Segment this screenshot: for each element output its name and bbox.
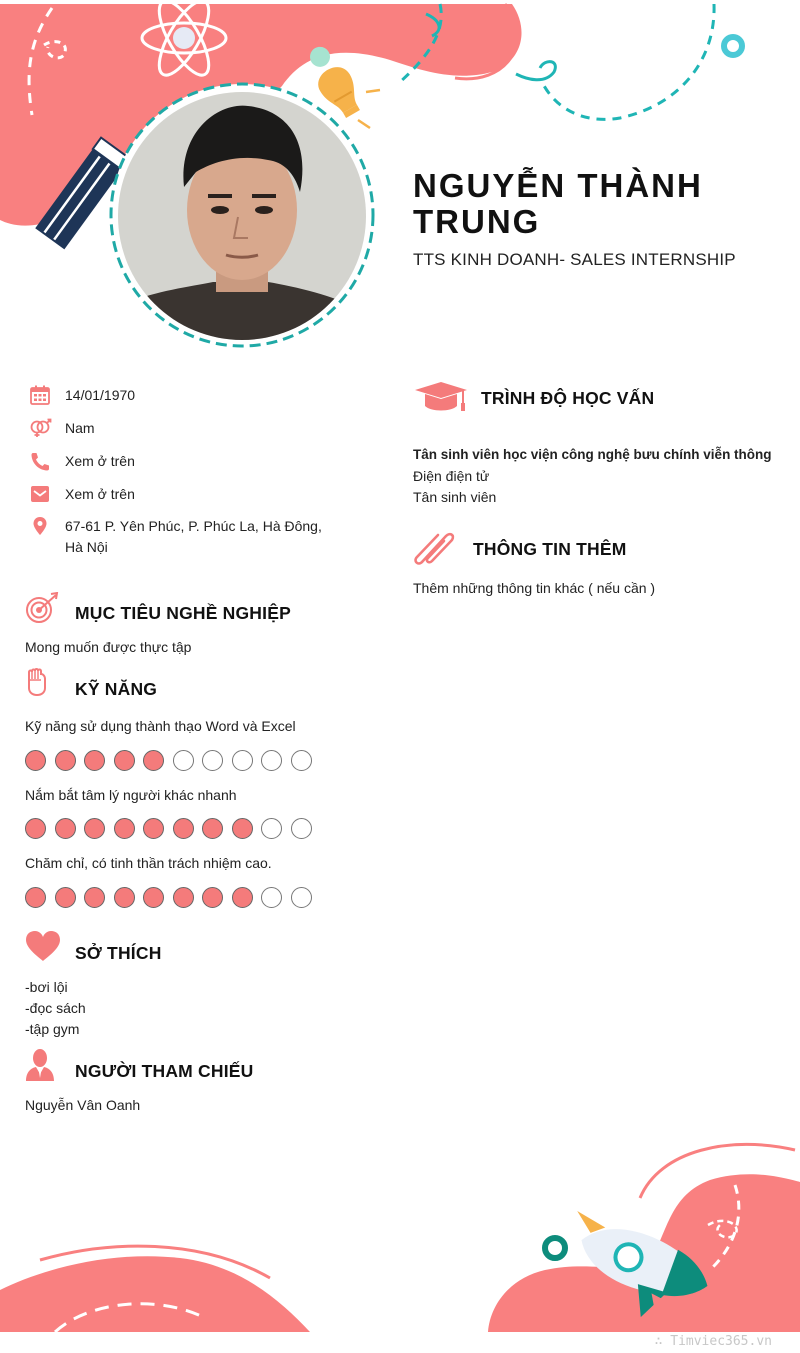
skill-rating-3 — [25, 887, 320, 908]
candidate-name: NGUYỄN THÀNH TRUNG — [413, 167, 703, 240]
skills-title: KỸ NĂNG — [75, 679, 158, 699]
applied-position: TTS KINH DOANH- SALES INTERNSHIP — [413, 250, 736, 269]
rating-dot-empty — [291, 818, 312, 839]
rating-dot-empty — [173, 750, 194, 771]
education-note: Tân sinh viên — [413, 489, 497, 505]
address-value: 67-61 P. Yên Phúc, P. Phúc La, Hà Đông, Hà Nội — [65, 518, 322, 555]
skill-rating-1 — [25, 750, 320, 771]
gender-value: Nam — [65, 420, 95, 436]
rating-dot-empty — [261, 887, 282, 908]
education-school: Tân sinh viên học viện công nghệ bưu chính viễn thông — [413, 447, 772, 462]
rating-dot-empty — [291, 887, 312, 908]
reference-title: NGƯỜI THAM CHIẾU — [75, 1061, 254, 1081]
rating-dot-filled — [55, 750, 76, 771]
location-pin-icon — [28, 516, 52, 536]
email-icon — [28, 484, 52, 504]
rating-dot-filled — [55, 887, 76, 908]
hobby-item-2: -đọc sách — [25, 1000, 86, 1016]
rating-dot-filled — [143, 750, 164, 771]
phone-value: Xem ở trên — [65, 453, 135, 469]
calendar-icon — [28, 385, 52, 405]
rating-dot-filled — [84, 887, 105, 908]
rating-dot-empty — [261, 818, 282, 839]
education-title: TRÌNH ĐỘ HỌC VẤN — [481, 388, 655, 408]
email-value: Xem ở trên — [65, 486, 135, 502]
hobby-item-1: -bơi lội — [25, 979, 68, 995]
birthday-value: 14/01/1970 — [65, 387, 136, 403]
watermark: ∴ Timviec365.vn — [654, 1334, 772, 1349]
rating-dot-filled — [173, 887, 194, 908]
heart-icon — [24, 930, 62, 962]
birthday-row — [28, 385, 325, 406]
rating-dot-filled — [232, 818, 253, 839]
profile-photo — [118, 92, 366, 340]
extra-title: THÔNG TIN THÊM — [473, 539, 627, 559]
rating-dot-empty — [232, 750, 253, 771]
gender-row — [28, 418, 325, 439]
skill-name-2: Nắm bắt tâm lý người khác nhanh — [25, 787, 237, 803]
rating-dot-filled — [202, 818, 223, 839]
rating-dot-filled — [55, 818, 76, 839]
address-row — [28, 516, 325, 558]
skill-name-3: Chăm chỉ, có tinh thần trách nhiệm cao. — [25, 855, 272, 871]
person-icon — [25, 1048, 55, 1082]
education-major: Điện điện tử — [413, 468, 490, 484]
rating-dot-empty — [261, 750, 282, 771]
rating-dot-filled — [25, 887, 46, 908]
rating-dot-empty — [291, 750, 312, 771]
skill-name-1: Kỹ năng sử dụng thành thạo Word và Excel — [25, 718, 296, 734]
rating-dot-filled — [25, 818, 46, 839]
rating-dot-filled — [114, 750, 135, 771]
gender-icon — [28, 418, 52, 438]
extra-text: Thêm những thông tin khác ( nếu cần ) — [413, 580, 656, 596]
fist-icon — [25, 668, 49, 698]
objective-text: Mong muốn được thực tập — [25, 639, 192, 655]
objective-title: MỤC TIÊU NGHỀ NGHIỆP — [75, 603, 291, 623]
rating-dot-empty — [202, 750, 223, 771]
email-row — [28, 484, 325, 505]
rating-dot-filled — [143, 887, 164, 908]
reference-text: Nguyễn Vân Oanh — [25, 1097, 141, 1113]
rating-dot-filled — [232, 887, 253, 908]
rating-dot-filled — [173, 818, 194, 839]
target-icon — [24, 592, 60, 624]
rating-dot-filled — [84, 818, 105, 839]
skill-rating-2 — [25, 818, 320, 839]
hobby-item-3: -tập gym — [25, 1021, 80, 1037]
hobbies-title: SỞ THÍCH — [75, 943, 162, 963]
graduation-cap-icon — [413, 380, 469, 414]
paperclip-icon — [414, 528, 458, 568]
rating-dot-filled — [114, 818, 135, 839]
phone-icon — [28, 451, 52, 471]
rating-dot-filled — [143, 818, 164, 839]
rating-dot-filled — [25, 750, 46, 771]
phone-row — [28, 451, 325, 472]
rating-dot-filled — [202, 887, 223, 908]
rating-dot-filled — [84, 750, 105, 771]
rating-dot-filled — [114, 887, 135, 908]
